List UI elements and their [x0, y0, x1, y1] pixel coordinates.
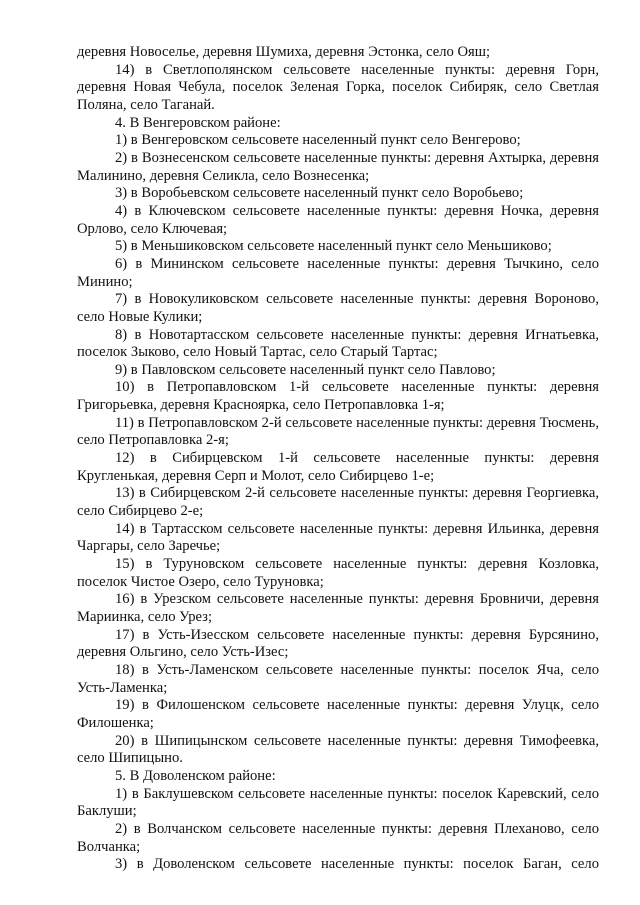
list-item: 14) в Тартасском сельсовете населенные пункты: деревня Ильинка, деревня Чаргары, село Заречье; — [77, 520, 599, 555]
list-item: 12) в Сибирцевском 1-й сельсовете населенные пункты: деревня Кругленькая, деревня Серп и Молот, село Сибирцево 1-е; — [77, 450, 599, 484]
list-item: 15) в Туруновском сельсовете населенные пункты: деревня Козловка, поселок Чистое Озеро, село Туруновка; — [77, 556, 599, 590]
section-heading: 5. В Доволенском районе: — [115, 767, 276, 784]
list-item: 2) в Вознесенском сельсовете населенные пункты: деревня Ахтырка, деревня Малинино, деревня Селикла, село Вознесенка; — [77, 149, 599, 184]
list-item: 17) в Усть-Изесском сельсовете населенные пункты: деревня Бурсянино, деревня Ольгино, село Усть-Изес; — [77, 626, 599, 661]
paragraph-list — [77, 44, 599, 874]
document-page — [77, 44, 599, 874]
list-item: 2) в Волчанском сельсовете населенные пункты: деревня Плеханово, село Волчанка; — [77, 820, 599, 855]
list-item: 9) в Павловском сельсовете населенный пункт село Павлово; — [115, 361, 496, 378]
list-item: 3) в Доволенском сельсовете населенные пункты: поселок Баган, село — [115, 856, 599, 873]
section-heading: 4. В Венгеровском районе: — [115, 114, 281, 131]
list-item: деревня Новоселье, деревня Шумиха, деревня Эстонка, село Ояш; — [77, 44, 491, 60]
list-item: 20) в Шипицынском сельсовете населенные пункты: деревня Тимофеевка, село Шипицыно. — [77, 732, 599, 767]
list-item: 5) в Меньшиковском сельсовете населенный пункт село Меньшиково; — [115, 238, 552, 255]
list-item: 1) в Баклушевском сельсовете населенные пункты: поселок Каревский, село Баклуши; — [77, 785, 599, 820]
list-item: 11) в Петропавловском 2-й сельсовете населенные пункты: деревня Тюсмень, село Петропавловка 2-я; — [77, 414, 599, 449]
list-item: 13) в Сибирцевском 2-й сельсовете населенные пункты: деревня Георгиевка, село Сибирцево 2-е; — [77, 485, 599, 520]
list-item: 18) в Усть-Ламенском сельсовете населенные пункты: поселок Яча, село Усть-Ламенка; — [77, 661, 599, 696]
list-item: 19) в Филошенском сельсовете населенные пункты: деревня Улуцк, село Филошенка; — [77, 697, 599, 731]
list-item: 14) в Светлополянском сельсовете населенные пункты: деревня Горн, деревня Новая Чебула, поселок Зеленая Горка, поселок Сибиряк, село Светлая Поляна, село Таганай. — [77, 61, 599, 113]
list-item: 4) в Ключевском сельсовете населенные пункты: деревня Ночка, деревня Орлово, село Ключевая; — [77, 202, 599, 237]
list-item: 6) в Мининском сельсовете населенные пункты: деревня Тычкино, село Минино; — [77, 255, 599, 290]
list-item: 7) в Новокуликовском сельсовете населенные пункты: деревня Вороново, село Новые Кулики; — [77, 291, 599, 325]
list-item: 8) в Новотартасском сельсовете населенные пункты: деревня Игнатьевка, поселок Зыково, село Новый Тартас, село Старый Тартас; — [77, 326, 599, 361]
list-item: 3) в Воробьевском сельсовете населенный пункт село Воробьево; — [115, 185, 524, 202]
list-item: 10) в Петропавловском 1-й сельсовете населенные пункты: деревня Григорьевка, деревня Красноярка, село Петропавловка 1-я; — [77, 379, 599, 414]
list-item: 16) в Урезском сельсовете населенные пункты: деревня Бровничи, деревня Мариинка, село Урез; — [77, 591, 599, 625]
list-item: 1) в Венгеровском сельсовете населенный пункт село Венгерово; — [115, 132, 521, 149]
